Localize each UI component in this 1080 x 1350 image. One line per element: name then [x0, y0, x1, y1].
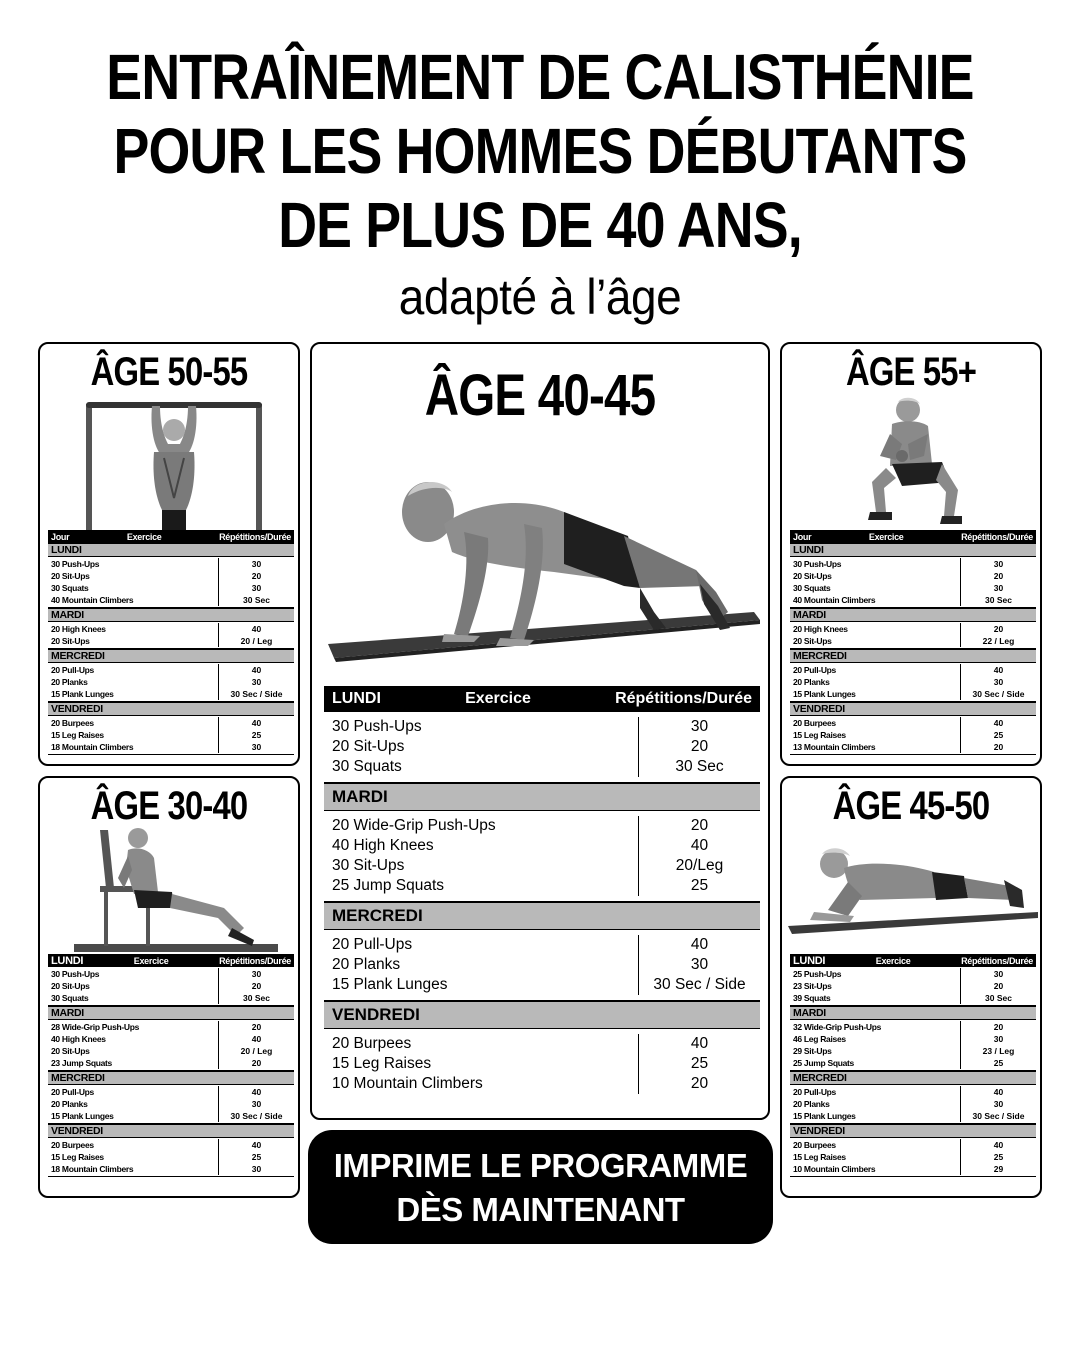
- reps-cell: 25: [690, 877, 709, 894]
- reps-cell: 40: [993, 1140, 1004, 1150]
- schedule-table: [790, 530, 1036, 755]
- reps-cell: 25: [993, 1152, 1004, 1162]
- card-age-55-plus: [780, 342, 1042, 766]
- exercise-cell: 30 Push-Ups: [51, 969, 100, 979]
- exercise-cell: 20 Burpees: [793, 718, 836, 728]
- day-rows: [48, 1085, 294, 1124]
- exercise-column: [790, 1086, 960, 1122]
- card-title: ÂGE 30-40: [90, 784, 248, 828]
- reps-cell: 30: [251, 1099, 262, 1109]
- reps-column: [218, 664, 294, 700]
- exercise-cell: 30 Push-Ups: [332, 718, 422, 735]
- day-rows: [324, 1029, 760, 1099]
- day-header: MERCREDI: [324, 902, 760, 930]
- day-rows: [790, 622, 1036, 649]
- exercise-cell: 40 High Knees: [51, 1034, 106, 1044]
- exercise-cell: 20 Pull-Ups: [793, 665, 836, 675]
- day-rows: [48, 663, 294, 702]
- exercise-cell: 20 Burpees: [51, 718, 94, 728]
- exercise-column: [48, 664, 218, 700]
- exercise-cell: 30 Squats: [51, 993, 89, 1003]
- reps-column: [218, 717, 294, 753]
- reps-cell: 40: [251, 1140, 262, 1150]
- reps-cell: 30: [993, 969, 1004, 979]
- reps-cell: 20: [993, 571, 1004, 581]
- exercise-cell: 15 Plank Lunges: [51, 1111, 114, 1121]
- exercise-cell: 15 Plank Lunges: [793, 1111, 856, 1121]
- reps-cell: 20: [251, 571, 262, 581]
- reps-cell: 30: [993, 1034, 1004, 1044]
- reps-column: [638, 1034, 760, 1094]
- day-rows: [48, 622, 294, 649]
- reps-cell: 30: [251, 969, 262, 979]
- exercise-cell: 10 Mountain Climbers: [332, 1075, 483, 1092]
- exercise-column: [48, 623, 218, 647]
- reps-cell: 30 Sec: [243, 595, 270, 605]
- exercise-cell: 20 Burpees: [793, 1140, 836, 1150]
- exercise-column: [790, 1139, 960, 1175]
- cta-line-1: IMPRIME LE PROGRAMME: [333, 1147, 748, 1184]
- squat-illustration: [862, 394, 968, 528]
- reps-column: [218, 1139, 294, 1175]
- exercise-cell: 18 Mountain Climbers: [51, 742, 134, 752]
- reps-cell: 20 / Leg: [240, 1046, 273, 1056]
- reps-cell: 25: [251, 1152, 262, 1162]
- exercise-column: [790, 1021, 960, 1069]
- exercise-cell: 15 Leg Raises: [51, 1152, 104, 1162]
- card-age-40-45: [310, 342, 770, 1120]
- reps-column: [960, 717, 1036, 753]
- reps-cell: 30 Sec / Side: [972, 1111, 1025, 1121]
- reps-column: [638, 816, 760, 896]
- exercise-cell: 15 Leg Raises: [793, 730, 846, 740]
- reps-cell: 25: [993, 1058, 1004, 1068]
- reps-cell: 30 Sec: [985, 993, 1012, 1003]
- exercise-cell: 10 Mountain Climbers: [793, 1164, 876, 1174]
- exercise-cell: 15 Plank Lunges: [793, 689, 856, 699]
- card-title: ÂGE 40-45: [424, 363, 656, 428]
- page-subtitle: adapté à l’âge: [398, 269, 682, 325]
- reps-cell: 20: [251, 1058, 262, 1068]
- day-rows: [48, 967, 294, 1006]
- exercise-cell: 20 Planks: [332, 956, 401, 973]
- table-header: Jour Exercice Répétitions/Durée: [790, 530, 1036, 543]
- day-rows: [790, 557, 1036, 608]
- reps-cell: 20: [251, 1022, 262, 1032]
- page-title: [0, 40, 1080, 262]
- reps-column: [960, 664, 1036, 700]
- day-header: MARDI: [324, 783, 760, 811]
- exercise-cell: 20 Pull-Ups: [793, 1087, 836, 1097]
- reps-column: [218, 1086, 294, 1122]
- exercise-cell: 15 Plank Lunges: [332, 976, 448, 993]
- exercise-cell: 20 Wide-Grip Push-Ups: [332, 817, 496, 834]
- card-title: ÂGE 45-50: [832, 784, 990, 828]
- schedule-table: [48, 954, 294, 1177]
- reps-cell: 25: [251, 730, 262, 740]
- reps-cell: 30: [993, 677, 1004, 687]
- card-title: ÂGE 50-55: [90, 350, 248, 394]
- reps-cell: 22 / Leg: [982, 636, 1015, 646]
- reps-cell: 20: [251, 981, 262, 991]
- day-rows: [790, 1020, 1036, 1071]
- exercise-column: [324, 816, 638, 896]
- reps-cell: 40: [993, 718, 1004, 728]
- reps-cell: 30: [690, 718, 709, 735]
- exercise-cell: 15 Plank Lunges: [51, 689, 114, 699]
- reps-cell: 30: [251, 559, 262, 569]
- reps-cell: 30: [251, 742, 262, 752]
- reps-cell: 20: [993, 981, 1004, 991]
- exercise-cell: 20 Pull-Ups: [51, 1087, 94, 1097]
- card-title: ÂGE 55+: [845, 350, 977, 394]
- exercise-cell: 30 Push-Ups: [51, 559, 100, 569]
- exercise-cell: 20 Sit-Ups: [332, 738, 405, 755]
- exercise-cell: 20 Burpees: [332, 1035, 412, 1052]
- table-header: LUNDI Exercice Répétitions/Durée: [790, 954, 1036, 967]
- day-header: MARDI: [48, 608, 294, 622]
- day-rows: [790, 716, 1036, 755]
- title-line-1: ENTRAÎNEMENT DE CALISTHÉNIE: [106, 41, 974, 113]
- exercise-cell: 13 Mountain Climbers: [793, 742, 876, 752]
- exercise-cell: 40 Mountain Climbers: [51, 595, 134, 605]
- exercise-cell: 20 Planks: [51, 1099, 88, 1109]
- exercise-cell: 20 Planks: [51, 677, 88, 687]
- reps-cell: 30: [251, 1164, 262, 1174]
- exercise-column: [790, 664, 960, 700]
- reps-column: [218, 968, 294, 1004]
- exercise-cell: 39 Squats: [793, 993, 831, 1003]
- day-header: MERCREDI: [48, 649, 294, 663]
- reps-cell: 30 Sec / Side: [972, 689, 1025, 699]
- exercise-cell: 20 Sit-Ups: [51, 571, 90, 581]
- reps-cell: 20: [993, 1022, 1004, 1032]
- exercise-column: [48, 558, 218, 606]
- reps-cell: 25: [993, 730, 1004, 740]
- table-header: Jour Exercice Répétitions/Durée: [48, 530, 294, 543]
- reps-cell: 23 / Leg: [982, 1046, 1015, 1056]
- exercise-column: [790, 717, 960, 753]
- exercise-cell: 28 Wide-Grip Push-Ups: [51, 1022, 140, 1032]
- exercise-column: [790, 968, 960, 1004]
- exercise-cell: 25 Jump Squats: [793, 1058, 854, 1068]
- exercise-column: [48, 968, 218, 1004]
- exercise-column: [48, 1086, 218, 1122]
- reps-cell: 20: [993, 742, 1004, 752]
- reps-cell: 40: [251, 1087, 262, 1097]
- card-age-50-55: [38, 342, 300, 766]
- reps-column: [638, 717, 760, 777]
- print-program-button[interactable]: [308, 1130, 773, 1244]
- reps-cell: 30: [251, 677, 262, 687]
- day-header: MARDI: [790, 608, 1036, 622]
- plank-illustration: [788, 842, 1038, 942]
- reps-cell: 40: [690, 1035, 709, 1052]
- reps-cell: 30 Sec: [675, 758, 724, 775]
- reps-column: [218, 623, 294, 647]
- day-header: VENDREDI: [324, 1001, 760, 1029]
- exercise-column: [48, 1139, 218, 1175]
- exercise-cell: 23 Jump Squats: [51, 1058, 112, 1068]
- day-rows: [790, 663, 1036, 702]
- exercise-column: [324, 935, 638, 995]
- reps-cell: 30: [251, 583, 262, 593]
- reps-cell: 30 Sec / Side: [230, 1111, 283, 1121]
- day-header: VENDREDI: [790, 702, 1036, 716]
- exercise-cell: 40 High Knees: [332, 837, 434, 854]
- exercise-cell: 15 Leg Raises: [332, 1055, 432, 1072]
- reps-cell: 25: [690, 1055, 709, 1072]
- reps-cell: 30: [993, 559, 1004, 569]
- reps-cell: 40: [993, 1087, 1004, 1097]
- day-rows: [48, 1020, 294, 1071]
- exercise-cell: 20 Planks: [793, 1099, 830, 1109]
- exercise-cell: 20 Sit-Ups: [51, 636, 90, 646]
- exercise-cell: 23 Sit-Ups: [793, 981, 832, 991]
- reps-cell: 40: [251, 665, 262, 675]
- day-header: LUNDI: [48, 543, 294, 557]
- reps-cell: 40: [251, 718, 262, 728]
- day-header: LUNDI: [790, 543, 1036, 557]
- day-header: MERCREDI: [790, 649, 1036, 663]
- exercise-cell: 30 Squats: [51, 583, 89, 593]
- exercise-cell: 15 Leg Raises: [793, 1152, 846, 1162]
- exercise-cell: 30 Push-Ups: [793, 559, 842, 569]
- reps-cell: 29: [993, 1164, 1004, 1174]
- reps-cell: 20 / Leg: [240, 636, 273, 646]
- exercise-column: [790, 558, 960, 606]
- reps-column: [960, 558, 1036, 606]
- exercise-cell: 20 High Knees: [793, 624, 848, 634]
- reps-column: [638, 935, 760, 995]
- reps-cell: 30 Sec / Side: [653, 976, 746, 993]
- reps-cell: 20/Leg: [675, 857, 724, 874]
- exercise-column: [324, 717, 638, 777]
- day-rows: [790, 1138, 1036, 1177]
- reps-cell: 20: [993, 624, 1004, 634]
- exercise-column: [324, 1034, 638, 1094]
- reps-cell: 30 Sec: [243, 993, 270, 1003]
- day-rows: [790, 1085, 1036, 1124]
- day-header: VENDREDI: [790, 1124, 1036, 1138]
- reps-cell: 30 Sec / Side: [230, 689, 283, 699]
- reps-cell: 30 Sec: [985, 595, 1012, 605]
- day-rows: [324, 811, 760, 902]
- exercise-cell: 32 Wide-Grip Push-Ups: [793, 1022, 882, 1032]
- day-rows: [790, 967, 1036, 1006]
- reps-cell: 40: [690, 936, 709, 953]
- reps-cell: 20: [690, 1075, 709, 1092]
- reps-column: [960, 1021, 1036, 1069]
- exercise-cell: 20 Planks: [793, 677, 830, 687]
- reps-cell: 40: [993, 665, 1004, 675]
- day-rows: [48, 1138, 294, 1177]
- pull-up-illustration: [84, 398, 264, 530]
- exercise-cell: 20 Pull-Ups: [51, 665, 94, 675]
- exercise-cell: 15 Leg Raises: [51, 730, 104, 740]
- exercise-cell: 29 Sit-Ups: [793, 1046, 832, 1056]
- exercise-cell: 30 Sit-Ups: [332, 857, 405, 874]
- day-rows: [48, 557, 294, 608]
- schedule-table: [324, 686, 760, 1099]
- exercise-cell: 30 Squats: [332, 758, 402, 775]
- reps-column: [960, 1139, 1036, 1175]
- title-line-3: DE PLUS DE 40 ANS,: [278, 189, 802, 261]
- table-header: LUNDI Exercice Répétitions/Durée: [48, 954, 294, 967]
- exercise-cell: 30 Squats: [793, 583, 831, 593]
- day-header: VENDREDI: [48, 702, 294, 716]
- exercise-cell: 20 Burpees: [51, 1140, 94, 1150]
- reps-column: [960, 623, 1036, 647]
- schedule-table: [790, 954, 1036, 1177]
- day-rows: [324, 930, 760, 1001]
- exercise-cell: 25 Jump Squats: [332, 877, 445, 894]
- reps-column: [218, 558, 294, 606]
- exercise-cell: 18 Mountain Climbers: [51, 1164, 134, 1174]
- exercise-cell: 20 Pull-Ups: [332, 936, 413, 953]
- day-header: MERCREDI: [790, 1071, 1036, 1085]
- table-header: LUNDI Exercice Répétitions/Durée: [324, 686, 760, 712]
- exercise-column: [48, 1021, 218, 1069]
- exercise-cell: 25 Push-Ups: [793, 969, 842, 979]
- reps-cell: 30: [993, 583, 1004, 593]
- reps-cell: 40: [251, 1034, 262, 1044]
- day-header: VENDREDI: [48, 1124, 294, 1138]
- title-line-2: POUR LES HOMMES DÉBUTANTS: [113, 115, 967, 187]
- exercise-cell: 46 Leg Raises: [793, 1034, 846, 1044]
- exercise-column: [790, 623, 960, 647]
- day-rows: [324, 712, 760, 783]
- reps-cell: 40: [251, 624, 262, 634]
- schedule-table: [48, 530, 294, 755]
- day-header: MERCREDI: [48, 1071, 294, 1085]
- exercise-cell: 20 Sit-Ups: [51, 981, 90, 991]
- exercise-cell: 20 Sit-Ups: [793, 636, 832, 646]
- day-rows: [48, 716, 294, 755]
- exercise-column: [48, 717, 218, 753]
- reps-column: [218, 1021, 294, 1069]
- reps-cell: 30: [993, 1099, 1004, 1109]
- card-age-30-40: [38, 776, 300, 1198]
- cta-line-2: DÈS MAINTENANT: [396, 1191, 685, 1228]
- reps-cell: 30: [690, 956, 709, 973]
- reps-cell: 40: [690, 837, 709, 854]
- day-header: MARDI: [790, 1006, 1036, 1020]
- reps-column: [960, 968, 1036, 1004]
- reps-column: [960, 1086, 1036, 1122]
- reps-cell: 20: [690, 817, 709, 834]
- card-age-45-50: [780, 776, 1042, 1198]
- push-up-illustration: [324, 452, 760, 678]
- exercise-cell: 40 Mountain Climbers: [793, 595, 876, 605]
- exercise-cell: 20 Sit-Ups: [51, 1046, 90, 1056]
- exercise-cell: 20 High Knees: [51, 624, 106, 634]
- exercise-cell: 20 Sit-Ups: [793, 571, 832, 581]
- reps-cell: 20: [690, 738, 709, 755]
- day-header: MARDI: [48, 1006, 294, 1020]
- dip-illustration: [74, 828, 278, 954]
